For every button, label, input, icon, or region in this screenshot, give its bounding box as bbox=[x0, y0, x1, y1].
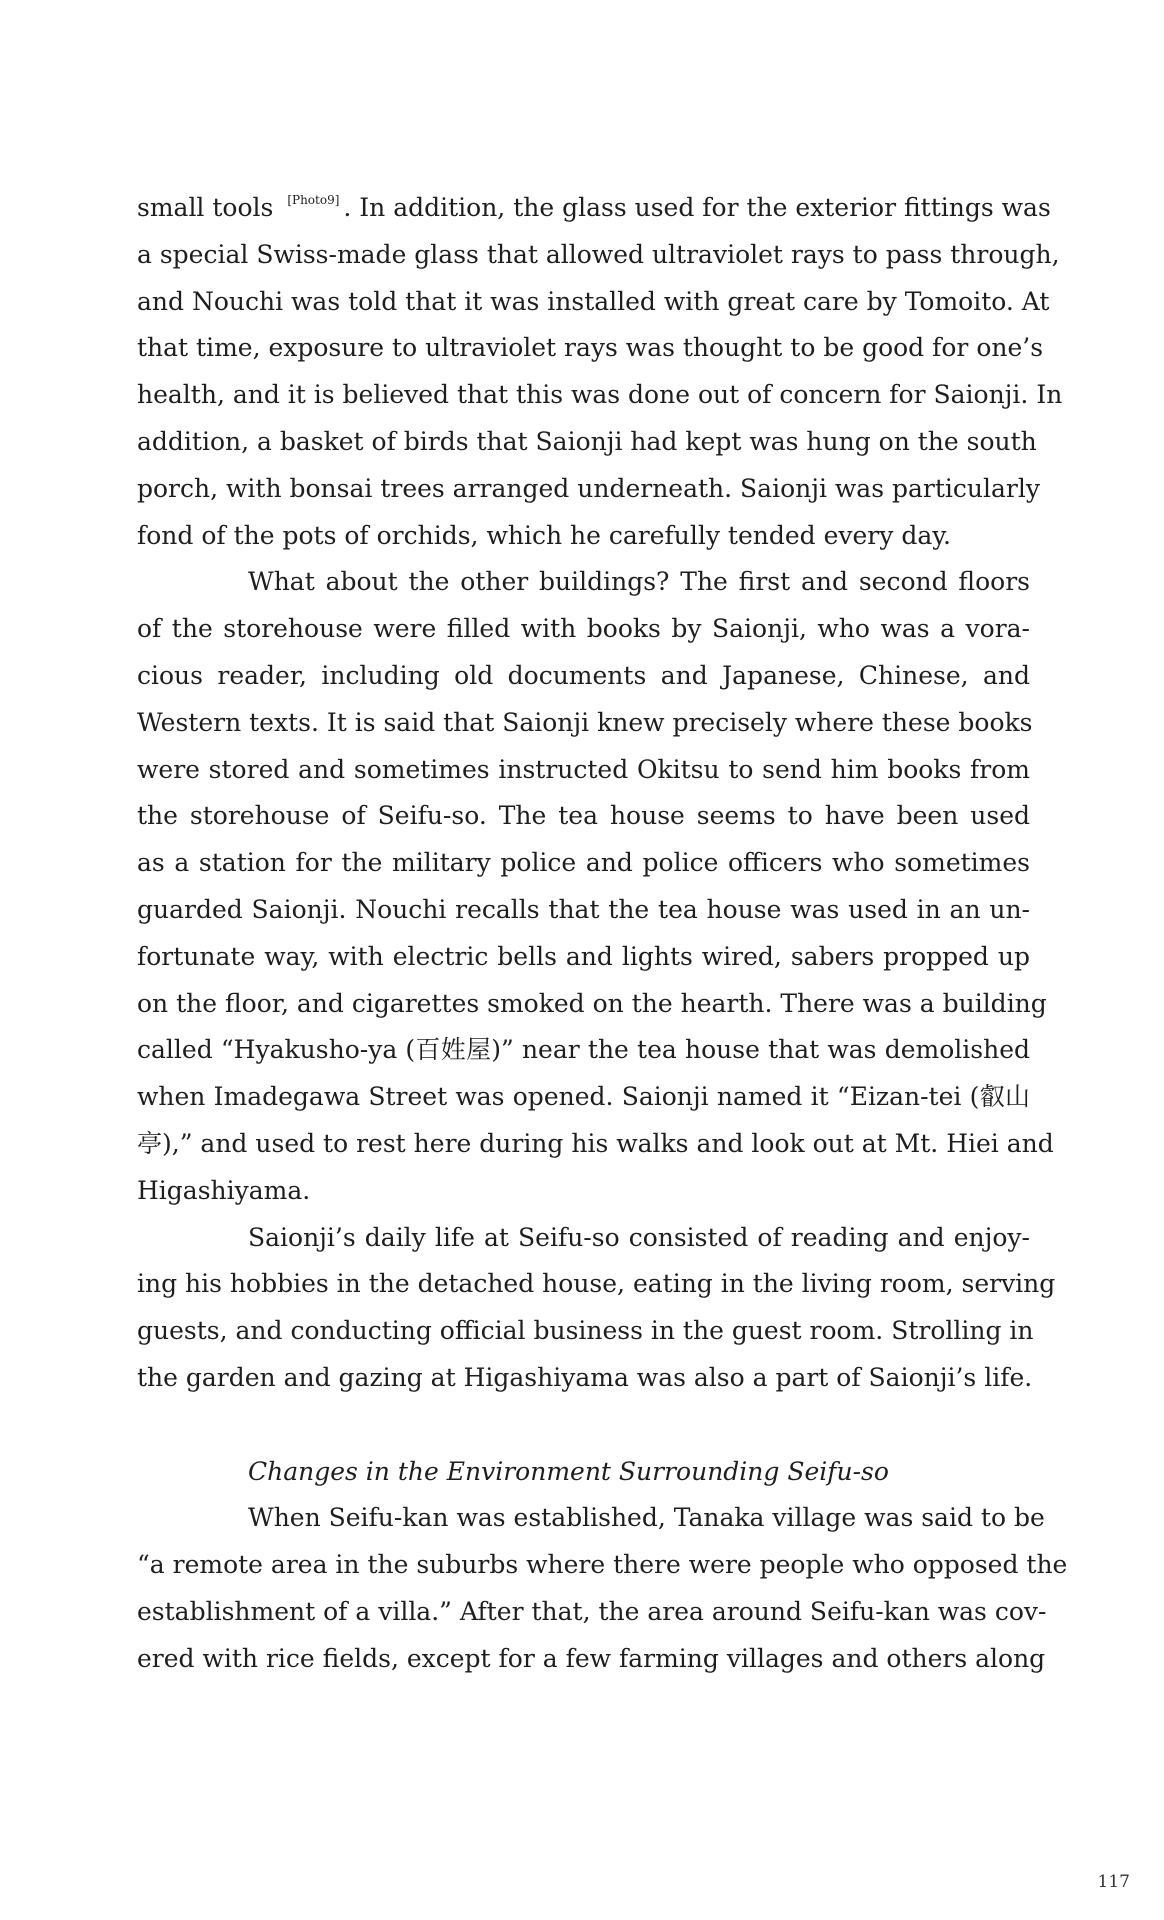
text-line: 亭),” and used to rest here during his walks and look out at Mt. Hiei and bbox=[137, 1128, 1054, 1158]
text-line: the garden and gazing at Higashiyama was also a part of Saionji’s life. bbox=[137, 1362, 1033, 1392]
text-line: addition, a basket of birds that Saionji had kept was hung on the south bbox=[137, 426, 1037, 456]
text-line: ing his hobbies in the detached house, eating in the living room, serving bbox=[137, 1269, 1056, 1299]
text-line: guarded Saionji. Nouchi recalls that the tea house was used in an un- bbox=[137, 894, 1030, 924]
text-line: as a station for the military police and police officers who sometimes bbox=[137, 848, 1030, 878]
text-line: and Nouchi was told that it was installed with great care by Tomoito. At bbox=[137, 286, 1050, 316]
paragraph bbox=[137, 185, 1063, 559]
text-line: “a remote area in the suburbs where there were people who opposed the bbox=[137, 1550, 1068, 1580]
page-number: 117 bbox=[1097, 1872, 1130, 1892]
section-heading: Changes in the Environment Surrounding Seifu-so bbox=[248, 1456, 889, 1486]
text-line: on the floor, and cigarettes smoked on the hearth. There was a building bbox=[137, 988, 1047, 1018]
paragraph bbox=[137, 1495, 1068, 1682]
text-line: the storehouse of Seifu-so. The tea house seems to have been used bbox=[137, 801, 1030, 831]
text-line: Western texts. It is said that Saionji knew precisely where these books bbox=[137, 707, 1033, 737]
text-line: a special Swiss-made glass that allowed ultraviolet rays to pass through, bbox=[137, 239, 1060, 269]
photo-reference: [Photo9] bbox=[287, 193, 340, 207]
text-line: guests, and conducting official business in the guest room. Strolling in bbox=[137, 1316, 1034, 1346]
text-line: When Seifu-kan was established, Tanaka village was said to be bbox=[248, 1503, 1045, 1533]
text-line: What about the other buildings? The first and second floors bbox=[248, 567, 1030, 597]
text-line: fond of the pots of orchids, which he carefully tended every day. bbox=[137, 520, 951, 550]
body-text bbox=[137, 185, 1068, 1683]
text-line: Higashiyama. bbox=[137, 1175, 311, 1205]
text-line: called “Hyakusho-ya (百姓屋)” near the tea house that was demolished bbox=[137, 1035, 1030, 1065]
paragraph bbox=[137, 559, 1054, 1214]
text-line: were stored and sometimes instructed Okitsu to send him books from bbox=[137, 754, 1030, 784]
text-line: that time, exposure to ultraviolet rays was thought to be good for one’s bbox=[137, 333, 1044, 363]
text-line: ered with rice fields, except for a few farming villages and others along bbox=[137, 1643, 1046, 1673]
text-line: small tools [Photo9] . In addition, the glass used for the exterior fittings was bbox=[137, 193, 1051, 222]
text-line: Saionji’s daily life at Seifu-so consisted of reading and enjoy- bbox=[248, 1222, 1030, 1252]
text-line: establishment of a villa.” After that, the area around Seifu-kan was cov- bbox=[137, 1596, 1047, 1626]
text-line: when Imadegawa Street was opened. Saionji named it “Eizan-tei (叡山 bbox=[137, 1082, 1030, 1112]
paragraph bbox=[137, 1215, 1056, 1402]
text-line: of the storehouse were filled with books by Saionji, who was a vora- bbox=[137, 614, 1030, 644]
text-line: fortunate way, with electric bells and lights wired, sabers propped up bbox=[137, 941, 1030, 971]
text-line: cious reader, including old documents and Japanese, Chinese, and bbox=[137, 660, 1030, 690]
spacer bbox=[137, 1402, 1030, 1449]
text-line: porch, with bonsai trees arranged underneath. Saionji was particularly bbox=[137, 473, 1040, 503]
text-line: health, and it is believed that this was done out of concern for Saionji. In bbox=[137, 380, 1063, 410]
